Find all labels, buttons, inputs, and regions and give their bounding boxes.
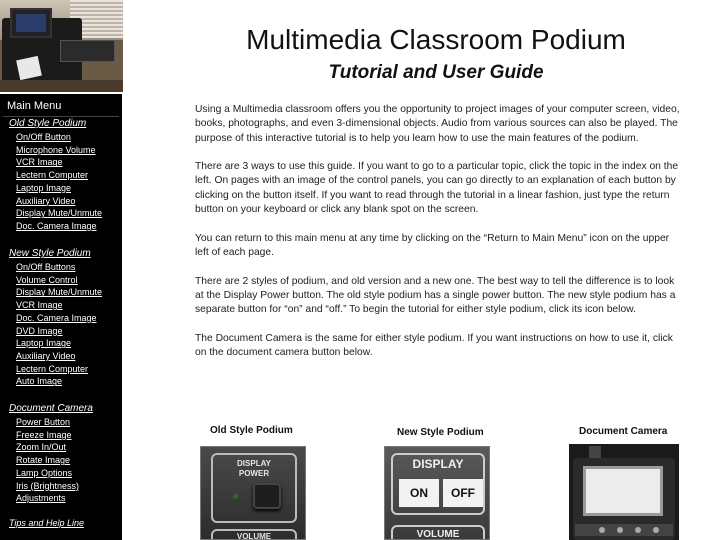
old-power-button-image — [253, 483, 281, 509]
doc-camera-control-dot — [653, 527, 659, 533]
new-style-podium-button[interactable] — [384, 446, 490, 540]
intro-paragraph: The Document Camera is the same for either style podium. If you want instructions on how to use it, click on the document camera button below. — [195, 332, 673, 359]
return-to-main-menu-photo[interactable] — [0, 0, 123, 92]
sidebar-item-doc-power-button[interactable]: Power Button — [16, 417, 71, 427]
sidebar-item-doc-rotate-image[interactable]: Rotate Image — [16, 455, 71, 466]
new-display-label: DISPLAY — [412, 457, 464, 471]
sidebar-tips-help-line[interactable]: Tips and Help Line — [9, 518, 84, 528]
intro-paragraph: Using a Multimedia classroom offers you the opportunity to project images of your computer screen, video, books, photographs, and even 3-dimensional objects. Audio from various sources can also be played. The purpose of this interactive tutorial is to help you learn how to use the main features of the podium. — [195, 104, 680, 144]
doc-camera-plate — [583, 466, 663, 516]
sidebar-section-document-camera[interactable]: Document Camera — [9, 403, 93, 414]
sidebar-item-old-on-off-button[interactable]: On/Off Button — [16, 132, 71, 142]
sidebar-item-new-volume-control[interactable]: Volume Control — [16, 274, 78, 285]
page-title: Multimedia Classroom Podium — [246, 24, 626, 55]
new-off-button-image: OFF — [443, 479, 483, 507]
doc-camera-control-dot — [617, 527, 623, 533]
sidebar-item-old-vcr-image[interactable]: VCR Image — [16, 157, 63, 168]
sidebar-item-new-lectern-computer[interactable]: Lectern Computer — [16, 363, 89, 374]
document-camera-caption: Document Camera — [579, 426, 668, 437]
sidebar-item-doc-freeze-image[interactable]: Freeze Image — [16, 429, 72, 440]
sidebar-item-old-microphone-volume[interactable]: Microphone Volume — [16, 144, 96, 155]
new-on-button-image: ON — [399, 479, 439, 507]
sidebar-item-old-auxiliary-video[interactable]: Auxiliary Video — [16, 195, 76, 206]
sidebar-section-new-style-podium[interactable]: New Style Podium — [9, 248, 91, 259]
sidebar-item-new-auxiliary-video[interactable]: Auxiliary Video — [16, 350, 76, 361]
sidebar-item-old-laptop-image[interactable]: Laptop Image — [16, 182, 72, 193]
doc-camera-control-dot — [635, 527, 641, 533]
sidebar-item-new-laptop-image[interactable]: Laptop Image — [16, 338, 72, 349]
sidebar-section-old-style-podium[interactable]: Old Style Podium — [9, 118, 87, 129]
sidebar-item-new-dvd-image[interactable]: DVD Image — [16, 325, 63, 336]
old-volume-label: VOLUME — [236, 532, 272, 540]
sidebar-heading: Main Menu — [7, 100, 62, 112]
old-power-led — [233, 494, 238, 499]
sidebar-main-menu — [0, 94, 122, 540]
sidebar-item-new-on-off-buttons[interactable]: On/Off Buttons — [16, 262, 76, 272]
sidebar-item-new-display-mute-unmute[interactable]: Display Mute/Unmute — [16, 287, 103, 298]
sidebar-item-old-display-mute-unmute[interactable]: Display Mute/Unmute — [16, 208, 103, 219]
page-subtitle: Tutorial and User Guide — [328, 62, 544, 83]
sidebar-item-new-vcr-image[interactable]: VCR Image — [16, 300, 63, 311]
doc-camera-control-dot — [599, 527, 605, 533]
sidebar-item-old-doc-camera-image[interactable]: Doc. Camera Image — [16, 220, 97, 231]
old-display-power-label: DISPLAY POWER — [237, 459, 271, 478]
photo-monitor-screen — [16, 14, 46, 32]
photo-floor — [0, 80, 123, 92]
photo-control-panel — [60, 40, 115, 62]
intro-paragraph: There are 3 ways to use this guide. If you want to go to a particular topic, click the topic in the index on the left. On pages with an image of the control panels, you can go directly to an explanation of each button by clicking on the button itself. If you want to read through the tutorial in a linear fashion, just type the return button on your keyboard or click any blank spot on the screen. — [195, 161, 679, 216]
new-style-podium-caption: New Style Podium — [397, 427, 484, 438]
intro-text — [195, 103, 680, 375]
new-volume-label: VOLUME — [416, 529, 460, 540]
sidebar-item-doc-zoom-in-out[interactable]: Zoom In/Out — [16, 442, 67, 453]
sidebar-item-doc-adjustments[interactable]: Adjustments — [16, 493, 66, 504]
intro-paragraph: You can return to this main menu at any time by clicking on the “Return to Main Menu” icon on the upper left of each page. — [195, 232, 670, 258]
intro-paragraph: There are 2 styles of podium, and old version and a new one. The best way to tell the difference is to look at the Display Power button. The old style podium has a single power button. The new style podium has a separate button for “on” and “off.” To begin the tutorial for either style podium, click its icon below. — [195, 275, 676, 316]
old-style-podium-caption: Old Style Podium — [210, 425, 293, 436]
document-camera-button[interactable] — [569, 444, 679, 540]
sidebar-item-new-auto-image[interactable]: Auto Image — [16, 376, 63, 387]
sidebar-item-new-doc-camera-image[interactable]: Doc. Camera Image — [16, 312, 97, 323]
sidebar-item-doc-iris-brightness[interactable]: Iris (Brightness) — [16, 480, 80, 491]
sidebar-item-old-lectern-computer[interactable]: Lectern Computer — [16, 170, 89, 181]
old-style-podium-button[interactable] — [200, 446, 306, 540]
sidebar-item-doc-lamp-options[interactable]: Lamp Options — [16, 467, 73, 478]
